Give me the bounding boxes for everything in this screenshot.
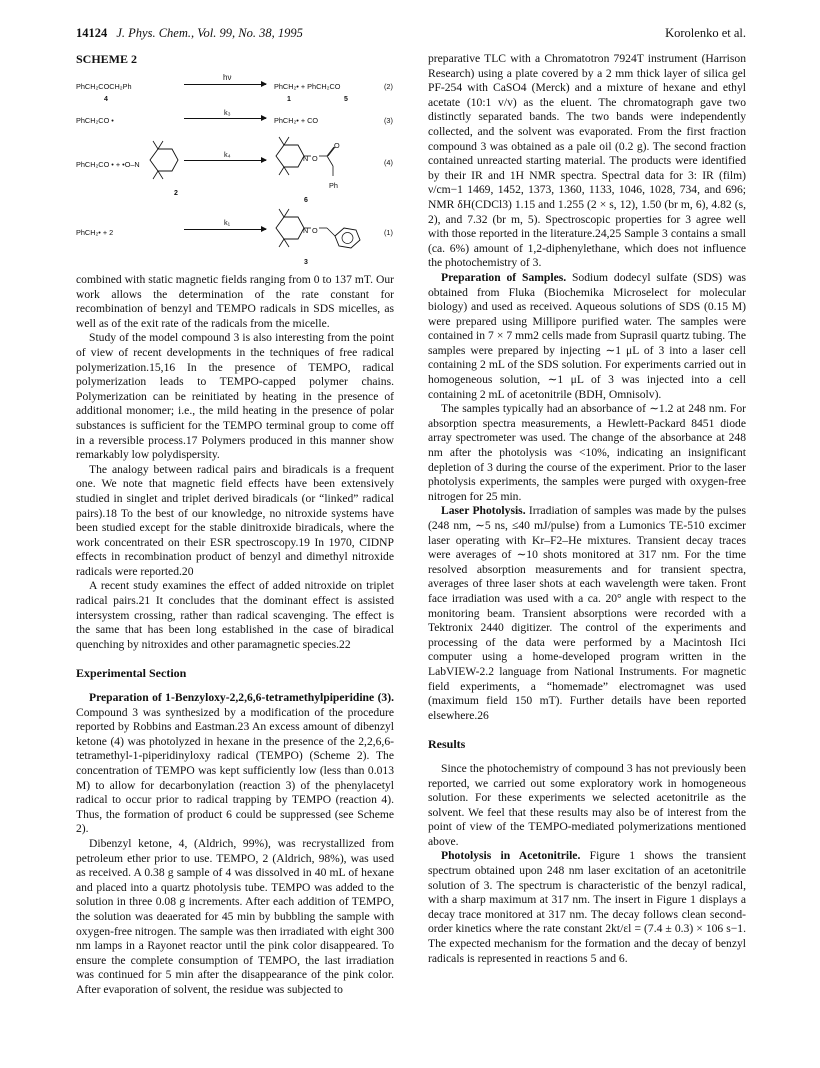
r2-reactant: PhCH₂COCH₂Ph [76, 82, 132, 91]
right-column [428, 52, 746, 966]
r2-equation-number: (2) [384, 82, 393, 91]
r4-equation-number: (4) [384, 158, 393, 167]
page-number: 14124 [76, 26, 108, 40]
r3-arrow [184, 118, 266, 119]
benzyloxy-product-structure [272, 206, 382, 260]
right-paragraph-6-text: Figure 1 shows the transient spectrum obtained upon 248 nm laser excitation of an acetonitrile solution of 3. The spectrum is characteristic of the benzyl radical, with a sharp maximum at 317 nm. The insert in Figure 1 displays a decay trace monitored at 317 nm. The decay follows clean second-order kinetics where the rate constant 2kt/εl = (7.4 ± 0.3) × 106 s−1. The expected mechanism for the formation and the decay of benzyl radicals is represented in reactions 5 and 6. [428, 849, 746, 965]
right-paragraph-1: preparative TLC with a Chromatotron 7924T instrument (Harrison Research) using a plate covered by a 2 mm thick layer of silica gel PF-254 with CaSO4 (Merck) and a mixture of hexane and ethyl acetate (10:1 v/v) as the eluent. The chromatograph gave two distinctly separated bands. The two bands were independently collected, and the solvent was evaporated. From the first fraction compound 3 was obtained as a pale oil (0.2 g). The second fraction contained unreacted starting material. The products were identified by their IR and 1H NMR spectra. Spectral data for 3: IR (film) ν/cm−1 1469, 1452, 1373, 1360, 1133, 1046, 1028, 734, and 696; NMR δH(CDCl3) 1.15 and 1.255 (2 × s, 12), 1.50 (br m, 6), 4.82 (s, 2), and 7.32 (br m, 5). Spectroscopic properties for 3 agree well with those reported in the literature.24,25 Sample 3 contains a small (ca. 6%) amount of 1,2-diphenylethane, which does not influence the photochemistry of 3. [428, 52, 746, 270]
carbonyl-o-label: O [334, 141, 340, 150]
section-title-results: Results [428, 737, 466, 752]
r2-products: PhCH₂• + PhCH₂CO [274, 82, 341, 91]
r3-products: PhCH₂• + CO [274, 116, 319, 125]
r1-arrow [184, 229, 266, 230]
left-paragraph-5-text: Compound 3 was synthesized by a modification of the procedure reported by Robbins and Eastman.23 An excess amount of dibenzyl ketone (4) was photolyzed in hexane in the presence of the 2,2,6,6-tetramethyl-1-piperidinyloxy radical (TEMPO) (Scheme 2). The concentration of TEMPO was kept sufficiently low (less than 0.013 M) to allow for decarbonylation (reaction 3) of the phenylacetyl radical to occur prior to radical trapping by TEMPO (reaction 4). Thus, the formation of product 6 could be suppressed (see Scheme 2). [76, 705, 394, 836]
left-paragraph-6: Dibenzyl ketone, 4, (Aldrich, 99%), was recrystallized from petroleum ether prior to use. TEMPO, 2 (Aldrich, 98%), was used as received. A 0.38 g sample of 4 was dissolved in 40 mL of hexane and placed into a quartz photolysis tube. TEMPO was added to the solution in three 0.08 g increments. After each addition of TEMPO, the solution was deaerated for 45 min by bubbling the sample with oxygen-free nitrogen. The sample was then irradiated with eight 300 nm lamps in a Rayonet reactor until the pink color disappeared. To ensure the complete consumption of TEMPO, the last irradiation was continued for 5 min after the disappearance of the pink color. After evaporation of solvent, the residue was subjected to [76, 836, 394, 996]
right-paragraph-2 [428, 271, 746, 402]
left-column [76, 52, 394, 998]
r4-reactant: PhCH₂CO • + •O–N [76, 160, 140, 169]
r1-equation-number: (1) [384, 228, 393, 237]
benzyloxy-o-label: O [312, 226, 318, 235]
left-paragraph-3: The analogy between radical pairs and biradicals is a frequent one. We note that magnetic field effects have been extensively studied in singlet and triplet derived biradicals (or “linked” radical pairs).18 To the best of our knowledge, no nitroxide systems have been studied except for the stable dinitroxide biradicals, where the work concentrated on their ESR spectroscopy.19 In 1970, CIDNP effects in recombination product of benzyl and dimethyl nitroxide radicals were reported.20 [76, 462, 394, 578]
scheme-title: SCHEME 2 [76, 52, 138, 66]
runin-heading-preparation-3: Preparation of 1-Benzyloxy-2,2,6,6-tetramethylpiperidine (3). [89, 691, 394, 705]
r2-product2-number: 5 [344, 96, 348, 103]
r4-arrow [184, 160, 266, 161]
runin-heading-acetonitrile: Photolysis in Acetonitrile. [441, 849, 581, 863]
r2-product1-number: 1 [287, 96, 291, 103]
running-authors: Korolenko et al. [665, 26, 746, 40]
r4-arrow-label: k₄ [224, 150, 231, 159]
r1-reactant: PhCH₂• + 2 [76, 228, 114, 237]
tempo-structure [144, 138, 182, 184]
ester-n-label: N [303, 154, 309, 163]
r4-product-number: 6 [304, 197, 308, 204]
r3-equation-number: (3) [384, 116, 393, 125]
reaction-scheme [76, 52, 394, 269]
right-paragraph-5: Since the photochemistry of compound 3 has not previously been reported, we carried out some exploratory work in homogeneous solution. For these experiments we selected acetonitrile as the solvent. We feel that these results may also be of interest from the point of view of the TEMPO-mediated polymerizations mentioned above. [428, 761, 746, 848]
r1-arrow-label: k₁ [224, 218, 231, 227]
ester-o-label: O [312, 154, 318, 163]
benzyloxy-n-label: N [303, 226, 309, 235]
runin-heading-laser: Laser Photolysis. [441, 504, 526, 518]
r3-reactant: PhCH₂CO • [76, 116, 114, 125]
r3-arrow-label: k₃ [224, 108, 231, 117]
right-paragraph-4 [428, 504, 746, 723]
page-header [76, 26, 746, 44]
right-paragraph-6 [428, 849, 746, 966]
r4-reactant-number: 2 [174, 190, 178, 197]
r1-product-number: 3 [304, 259, 308, 266]
right-paragraph-4-text: Irradiation of samples was made by the pulses (248 nm, ∼5 ns, ≤40 mJ/pulse) from a Lumonics TE-510 excimer laser operating with Kr–F2–He mixtures. Transient decay traces were averages of ∼10 shots monitored at 317 nm. For the time resolved absorption measurements and for transient spectra, averages of three laser shots at each wavelength were taken. Front face irradiation was used with a ca. 20° angle with respect to the monitoring beam. Transient absorptions were recorded with a Tektronix 2440 digitizer. The control of the experiments and processing of the data were performed by a Macintosh IIci computer using a home-developed program written in the LabVIEW-2.2 language from National Instruments. For magnetic field experiments, a “homemade” electromagnet was used (maximum field 150 mT). Further details have been reported elsewhere.26 [428, 504, 746, 722]
left-paragraph-5 [76, 691, 394, 837]
right-paragraph-3: The samples typically had an absorbance of ∼1.2 at 248 nm. For absorption spectra measurements, a Hewlett-Packard 8451 diode array spectrometer was used. The change of the absorbance at 248 nm after the photolysis was <10%, indicating an insignificant depletion of 3 during the course of the experiment. Prior to the laser photolysis experiments, the samples were purged with oxygen-free nitrogen for 25 min. [428, 402, 746, 503]
r2-arrow-label: hν [223, 73, 232, 82]
left-paragraph-1: combined with static magnetic fields ranging from 0 to 137 mT. Our work allows the determination of the rate constant for recombination of benzyl and TEMPO radicals in SDS micelles, as well as of the exit rate of the radicals from the micelle. [76, 273, 394, 330]
r2-reactant-number: 4 [104, 96, 108, 103]
left-paragraph-2: Study of the model compound 3 is also interesting from the point of view of recent developments in the techniques of free radical polymerization.15,16 In the presence of TEMPO, radical polymerization leads to TEMPO-capped polymer chains. Polymerization can be reinitiated by heating in the presence of additional monomer; i.e., the mild heating in the presence of polar substances is sufficient for the TEMPO terminal group to come off in a reversible process.17 Polymers produced in this manner show remarkably low polydispersity. [76, 331, 394, 462]
runin-heading-samples: Preparation of Samples. [441, 270, 567, 284]
left-paragraph-4: A recent study examines the effect of added nitroxide on triplet radical pairs.21 It concludes that the dominant effect is assisted intersystem crossing, rather than radical scavenging. The effect is the same that has been long established in the case of biradical quenching by nitroxides and other paramagnetic species.22 [76, 579, 394, 651]
journal-citation: J. Phys. Chem., Vol. 99, No. 38, 1995 [116, 26, 303, 40]
ester-ph-label: Ph [329, 181, 338, 190]
section-title-experimental: Experimental Section [76, 666, 187, 681]
r2-arrow [184, 84, 266, 85]
ester-product-structure [272, 132, 368, 202]
right-paragraph-2-text: Sodium dodecyl sulfate (SDS) was obtained from Fluka (Biochemika Microselect for molecular biology) and used as received. Aqueous solutions of SDS (0.15 M) were prepared using Millipore purified water. The samples were contained in 7 × 7 mm2 cells made from Suprasil quartz tubing. The samples were prepared by injecting ∼1 μL of 3 into a laser cell containing 2 mL of the SDS solution. For experiments carried out in homogeneous solution, ∼1 μL of 3 was injected into a cell containing 2 mL of acetonitrile (BDH, Omnisolv). [428, 270, 747, 401]
